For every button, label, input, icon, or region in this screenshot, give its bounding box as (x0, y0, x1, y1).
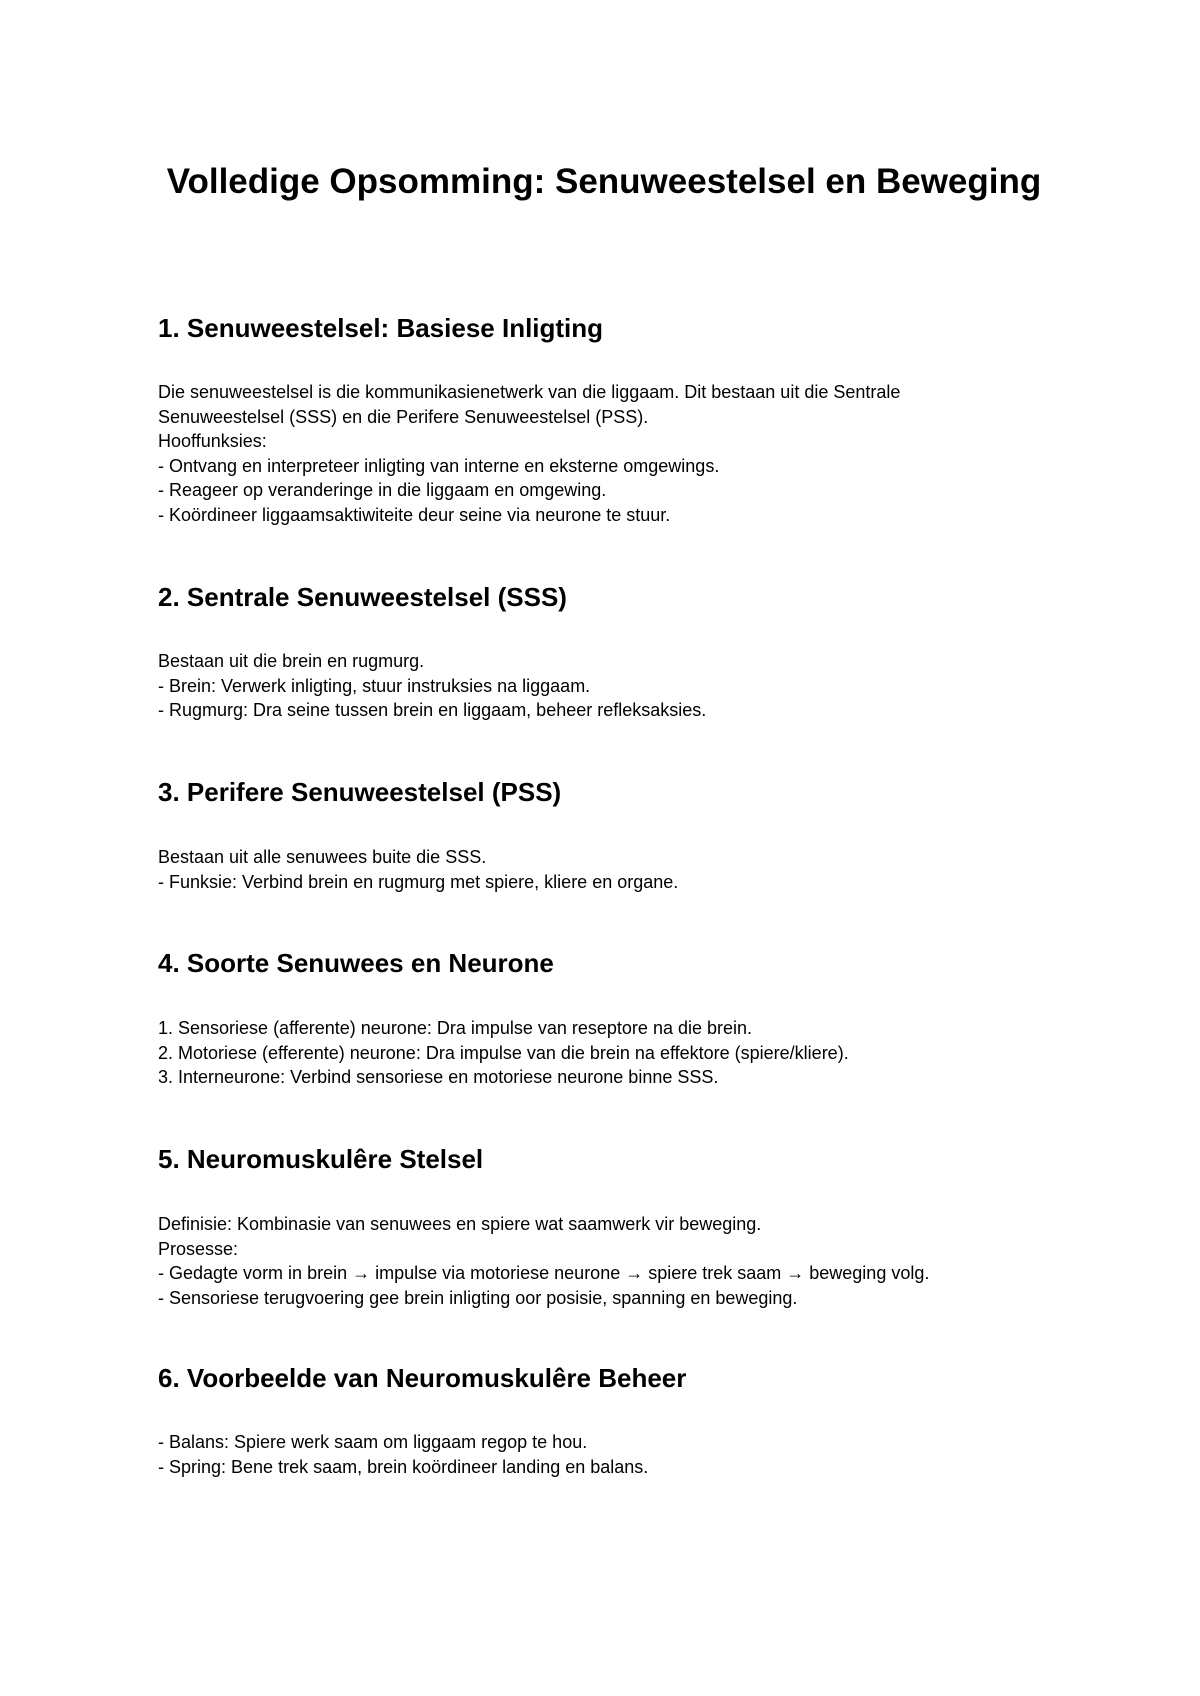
section-5-body (158, 1212, 1058, 1310)
section-6-body (158, 1430, 1058, 1479)
section-1-line-6: - Koördineer liggaamsaktiwiteite deur seine via neurone te stuur. (158, 504, 671, 525)
section-3-line-1: Bestaan uit alle senuwees buite die SSS. (158, 847, 487, 867)
section-5-line-1: Definisie: Kombinasie van senuwees en spiere wat saamwerk vir beweging. (158, 1214, 762, 1234)
section-6-heading: 6. Voorbeelde van Neuromuskulêre Beheer (158, 1363, 687, 1393)
section-1-line-3: Hooffunksies: (158, 431, 267, 451)
section-2-line-3: - Rugmurg: Dra seine tussen brein en liggaam, beheer refleksaksies. (158, 700, 707, 720)
section-2-heading: 2. Sentrale Senuweestelsel (SSS) (158, 582, 567, 612)
section-2-body (158, 649, 1058, 723)
section-4-line-3: 3. Interneurone: Verbind sensoriese en motoriese neurone binne SSS. (158, 1067, 719, 1087)
section-4-body (158, 1016, 1058, 1090)
section-2-line-2: - Brein: Verwerk inligting, stuur instruksies na liggaam. (158, 675, 591, 696)
section-1-heading: 1. Senuweestelsel: Basiese Inligting (158, 313, 604, 343)
section-4-line-1: 1. Sensoriese (afferente) neurone: Dra impulse van reseptore na die brein. (158, 1018, 753, 1038)
section-3-body (158, 845, 1058, 894)
section-5-line-2: Prosesse: (158, 1238, 239, 1259)
section-6-line-2: - Spring: Bene trek saam, brein koördineer landing en balans. (158, 1456, 649, 1477)
section-1-line-5: - Reageer op veranderinge in die liggaam en omgewing. (158, 480, 607, 500)
section-5-heading: 5. Neuromuskulêre Stelsel (158, 1144, 484, 1174)
section-5-line-3: - Gedagte vorm in brein → impulse via motoriese neurone → spiere trek saam → beweging volg. (158, 1263, 930, 1283)
section-2-line-1: Bestaan uit die brein en rugmurg. (158, 651, 425, 671)
section-1-line-4: - Ontvang en interpreteer inligting van interne en eksterne omgewings. (158, 455, 720, 476)
section-4-heading: 4. Soorte Senuwees en Neurone (158, 948, 554, 978)
section-1-line-1: Die senuweestelsel is die kommunikasienetwerk van die liggaam. Dit bestaan uit die Sentrale (158, 382, 901, 402)
page-title: Volledige Opsomming: Senuweestelsel en Beweging (166, 162, 1042, 201)
section-4-line-2: 2. Motoriese (efferente) neurone: Dra impulse van die brein na effektore (spiere/kliere). (158, 1042, 849, 1063)
section-3-heading: 3. Perifere Senuweestelsel (PSS) (158, 777, 562, 807)
section-3-line-2: - Funksie: Verbind brein en rugmurg met spiere, kliere en organe. (158, 871, 679, 892)
section-5-line-4: - Sensoriese terugvoering gee brein inligting oor posisie, spanning en beweging. (158, 1287, 798, 1308)
section-1-body (158, 380, 1058, 527)
section-6-line-1: - Balans: Spiere werk saam om liggaam regop te hou. (158, 1432, 588, 1452)
section-1-line-2: Senuweestelsel (SSS) en die Perifere Senuweestelsel (PSS). (158, 406, 649, 427)
